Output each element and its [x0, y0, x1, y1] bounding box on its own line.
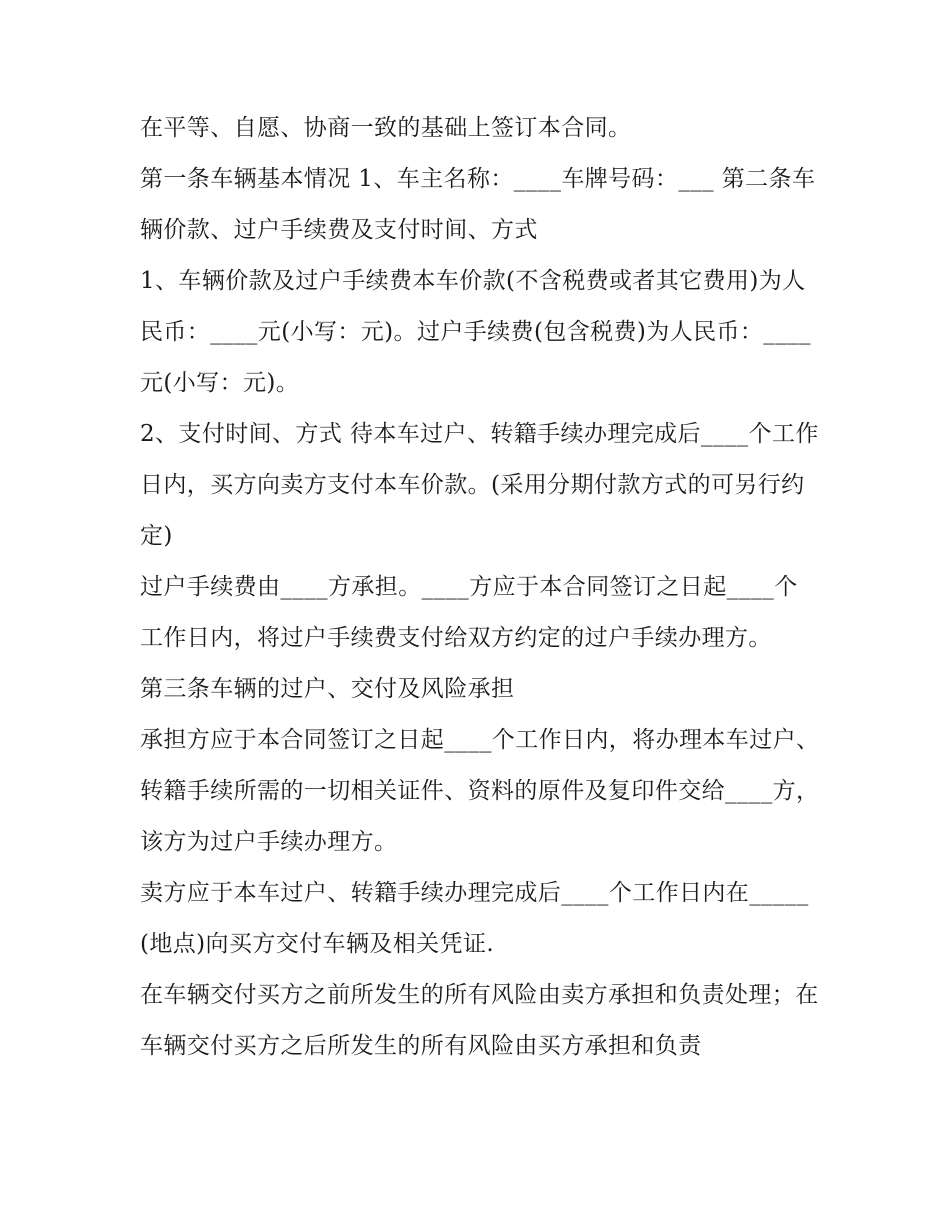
contract-body — [140, 103, 820, 1072]
paragraph-article-1: 第一条车辆基本情况 1、车主名称：____车牌号码：___ 第二条车辆价款、过户手续费及支付时间、方式 — [140, 166, 816, 243]
paragraph-delivery: 卖方应于本车过户、转籍手续办理完成后____个工作日内在_____(地点)向买方交付车辆及相关凭证. — [140, 880, 809, 957]
paragraph-article-3-heading: 第三条车辆的过户、交付及风险承担 — [140, 676, 515, 702]
paragraph-payment: 2、支付时间、方式 待本车过户、转籍手续办理完成后____个工作日内，买方向卖方支付本车价款。(采用分期付款方式的可另行约定) — [140, 421, 819, 549]
paragraph-price: 1、车辆价款及过户手续费本车价款(不含税费或者其它费用)为人民币：____元(小写：元)。过户手续费(包含税费)为人民币：____元(小写：元)。 — [140, 268, 811, 396]
paragraph-transfer-fee: 过户手续费由____方承担。____方应于本合同签订之日起____个工作日内，将过户手续费支付给双方约定的过户手续办理方。 — [140, 574, 798, 651]
paragraph-risk: 在车辆交付买方之前所发生的所有风险由卖方承担和负责处理；在车辆交付买方之后所发生的所有风险由买方承担和负责 — [140, 982, 819, 1059]
paragraph-documents: 承担方应于本合同签订之日起____个工作日内，将办理本车过户、转籍手续所需的一切相关证件、资料的原件及复印件交给____方，该方为过户手续办理方。 — [140, 727, 820, 855]
paragraph-intro: 在平等、自愿、协商一致的基础上签订本合同。 — [140, 115, 632, 141]
